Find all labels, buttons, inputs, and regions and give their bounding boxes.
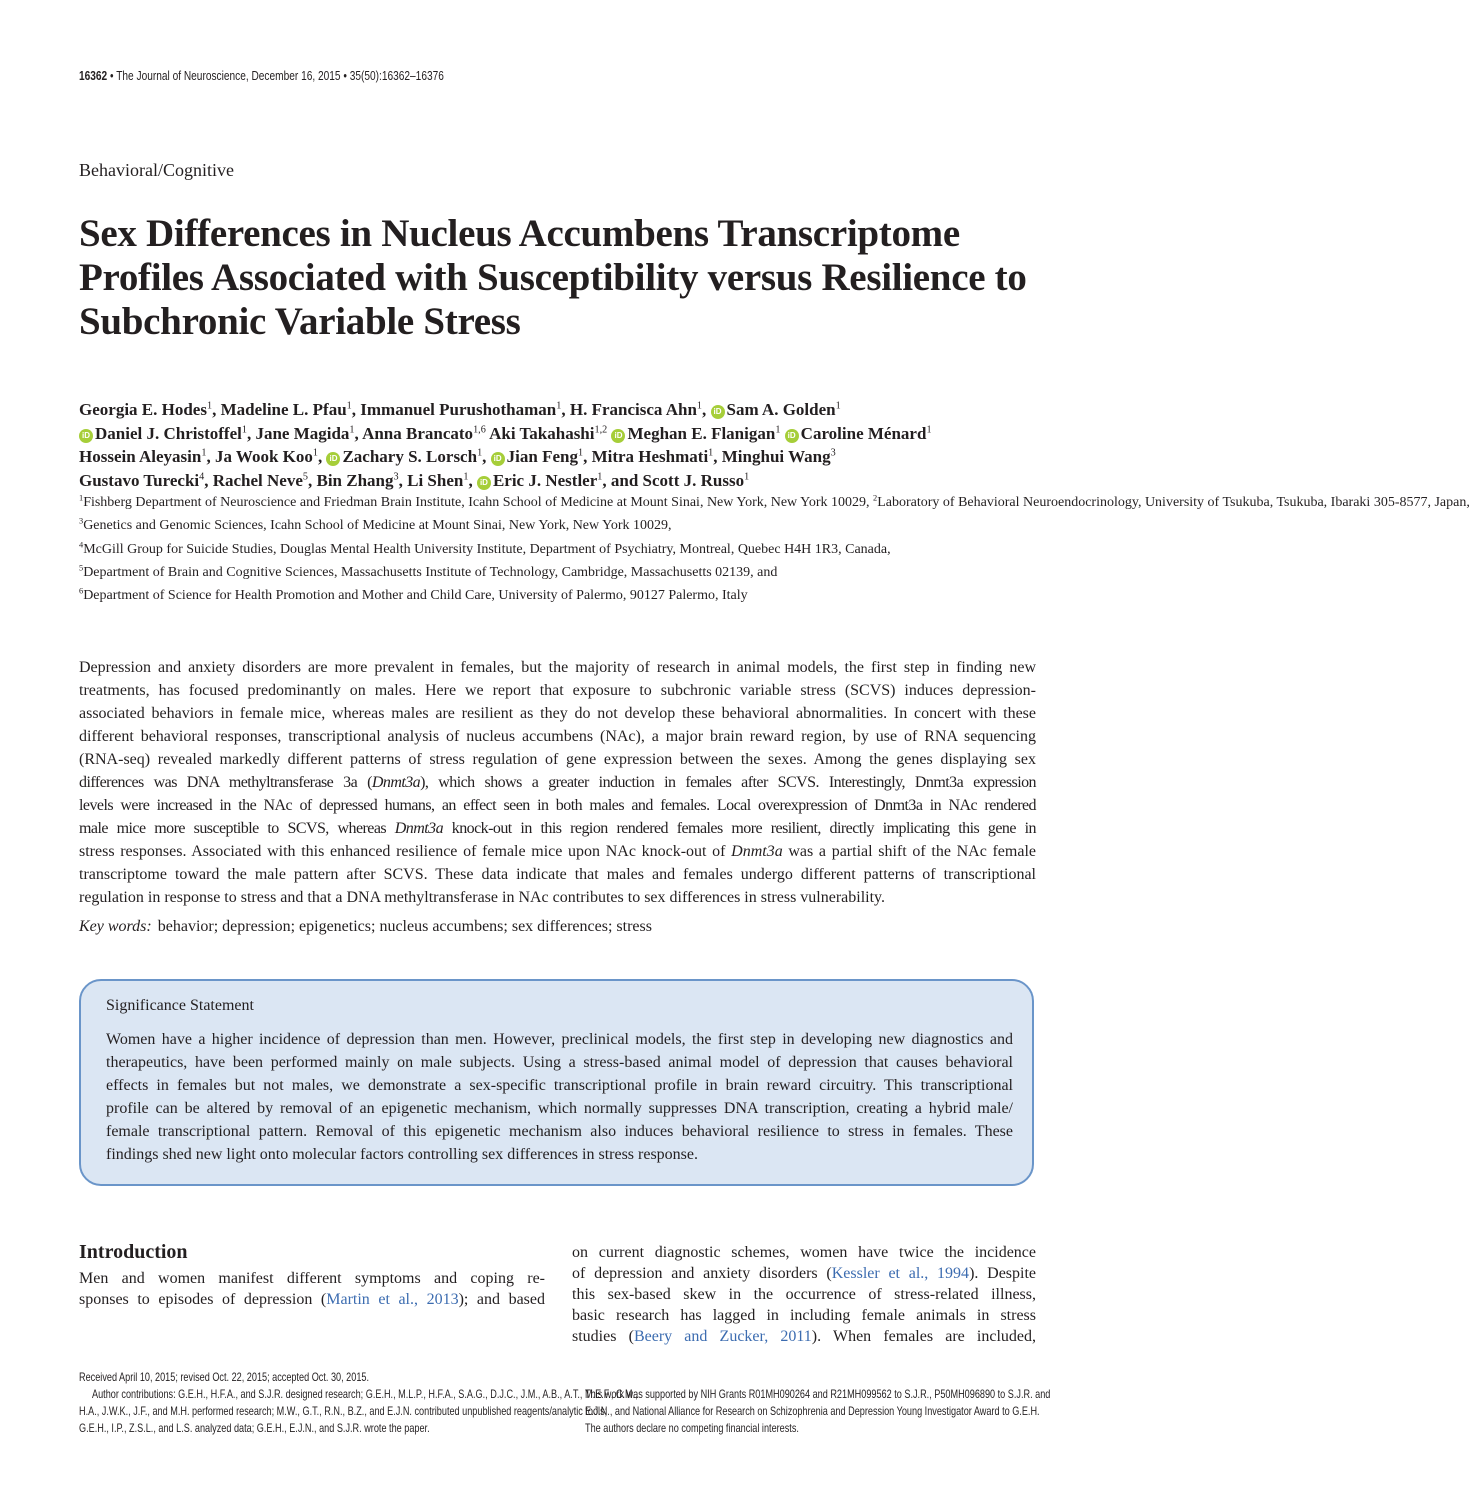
section-label: Behavioral/Cognitive	[79, 160, 234, 180]
funding-note: This work was supported by NIH Grants R01MH090264 and R21MH099562 to S.J.R., P50MH096890 to S.J.R. and E.J.N., and National Alliance for Research on Schizophrenia and Depression Young Investigator Award to G.E.H. The authors declare no competing financial interests.	[585, 1387, 1051, 1435]
abstract-line: associated behaviors in female mice, whereas males are resilient as they do not develop these behavioral abnormalities. In concert with these	[79, 705, 1036, 722]
abstract-line: stress responses. Associated with this enhanced resilience of female mice upon NAc knock-out of Dnmt3a was a partial shift of the NAc female	[79, 843, 1036, 860]
citation-link[interactable]: Kessler et al., 1994	[831, 1265, 970, 1282]
orcid-icon[interactable]: iD	[611, 429, 625, 443]
abstract-line: transcriptome toward the male pattern after SCVS. These data indicate that males and females undergo different patterns of transcriptional	[79, 866, 1036, 883]
abstract-line: different behavioral responses, transcriptional analysis of nucleus accumbens (NAc), a major brain reward region, by use of RNA sequencing	[79, 728, 1036, 745]
body-line: basic research has lagged in including female animals in stress	[572, 1307, 1036, 1324]
author-name[interactable]: Mitra Heshmati	[591, 447, 709, 466]
affiliations	[79, 491, 1470, 607]
author-name[interactable]: Minghui Wang	[721, 447, 831, 466]
body-line: of depression and anxiety disorders (Kessler et al., 1994). Despite	[572, 1265, 1037, 1282]
significance-line: Women have a higher incidence of depression than men. However, preclinical models, the first step in developing new diagnostics and	[106, 1031, 1013, 1048]
author-name[interactable]: Caroline Ménard	[800, 423, 927, 443]
author-name[interactable]: Jane Magida	[255, 423, 350, 443]
affiliation: Laboratory of Behavioral Neuroendocrinology, University of Tsukuba, Tsukuba, Ibaraki 305-8577, Japan,	[877, 495, 1470, 510]
significance-heading: Significance Statement	[106, 997, 254, 1014]
abstract-line: (RNA-seq) revealed markedly different patterns of stress regulation of gene expression between the sexes. Among the genes displaying sex	[79, 751, 1036, 768]
author-name[interactable]: H. Francisca Ahn	[569, 400, 697, 419]
gene-name: Dnmt3a	[371, 774, 421, 791]
affiliation: McGill Group for Suicide Studies, Douglas Mental Health University Institute, Department of Psychiatry, Montreal, Quebec H4H 1R3, Canada,	[83, 541, 891, 557]
author-name[interactable]: Zachary S. Lorsch	[342, 447, 478, 466]
author-name[interactable]: Eric J. Nestler	[492, 470, 598, 490]
author-name[interactable]: Immanuel Purushothaman	[360, 400, 557, 419]
orcid-icon[interactable]: iD	[491, 452, 505, 466]
title-line: Sex Differences in Nucleus Accumbens Transcriptome	[79, 212, 960, 255]
significance-line: effects in females but not males, we demonstrate a sex-specific transcriptional profile in brain reward circuitry. This transcriptional	[106, 1077, 1013, 1094]
affiliation-line: $^4$McGill Group for Suicide Studies, Douglas Mental Health University Institute, Department of Psychiatry, Montreal, Quebec H4H 1R3, Canada,	[79, 539, 891, 557]
gene-name: Dnmt3a	[731, 843, 783, 860]
abstract-line: regulation in response to stress and that a DNA methyltransferase in NAc contributes to sex differences in stress vulnerability.	[79, 889, 886, 906]
affiliation: Fishberg Department of Neuroscience and Friedman Brain Institute, Icahn School of Medicine at Mount Sinai, New York, New York 10029,	[83, 495, 870, 510]
author-name[interactable]: Rachel Neve	[212, 470, 303, 490]
significance-line: profile can be altered by removal of an epigenetic mechanism, which normally suppresses DNA transcription, creating a hybrid male/	[106, 1100, 1013, 1117]
affiliation: Department of Brain and Cognitive Sciences, Massachusetts Institute of Technology, Cambridge, Massachusetts 02139, and	[83, 564, 778, 580]
body-line: this sex-based skew in the occurrence of stress-related illness,	[572, 1286, 1036, 1303]
author-line: Gustavo Turecki$^4$, Rachel Neve$^5$, Bin Zhang$^3$, Li Shen$^1$, iD Eric J. Nestler$^1$, and Scott J. Russo$^1$	[79, 470, 750, 490]
affiliation-line: $^1$Fishberg Department of Neuroscience and Friedman Brain Institute, Icahn School of Medicine at Mount Sinai, New York, New York 10029, $^2$Laboratory of Behavioral Neuroendocrinology, University of Tsukuba, Tsukuba, Ibaraki 305-8577, Japan,	[79, 493, 1470, 510]
significance-line: female transcriptional pattern. Removal of this epigenetic mechanism also induces behavioral resilience to stress in females. These	[106, 1123, 1013, 1140]
running-head	[79, 68, 547, 83]
keywords-label: Key words:	[79, 918, 152, 935]
author-name[interactable]: Meghan E. Flanigan	[627, 423, 776, 443]
received-dates: Received April 10, 2015; revised Oct. 22, 2015; accepted Oct. 30, 2015.	[79, 1370, 369, 1384]
introduction-left-column	[79, 1268, 545, 1310]
orcid-icon[interactable]: iD	[711, 405, 725, 419]
body-line: on current diagnostic schemes, women have twice the incidence	[572, 1244, 1036, 1261]
page-number: 16362	[79, 68, 108, 83]
author-name[interactable]: Madeline L. Pfau	[220, 400, 347, 419]
author-name[interactable]: Sam A. Golden	[726, 400, 836, 419]
author-name[interactable]: Daniel J. Christoffel	[95, 423, 242, 443]
author-name[interactable]: Li Shen	[407, 470, 464, 490]
body-line: studies (Beery and Zucker, 2011). When females are included,	[572, 1328, 1037, 1345]
abstract	[79, 656, 1036, 909]
affiliation-line: $^5$Department of Brain and Cognitive Sciences, Massachusetts Institute of Technology, Cambridge, Massachusetts 02139, and	[79, 563, 778, 580]
significance-body	[106, 1028, 1013, 1166]
author-name[interactable]: Hossein Aleyasin	[79, 447, 202, 466]
affiliation-line: $^6$Department of Science for Health Promotion and Mother and Child Care, University of Palermo, 90127 Palermo, Italy	[79, 586, 748, 604]
significance-line: findings shed new light onto molecular factors controlling sex differences in stress response.	[106, 1146, 699, 1163]
keywords	[79, 918, 652, 936]
orcid-icon[interactable]: iD	[326, 452, 340, 466]
author-name[interactable]: Jian Feng	[506, 447, 578, 466]
author-list	[79, 398, 1059, 492]
orcid-icon[interactable]: iD	[477, 476, 491, 490]
introduction-heading: Introduction	[79, 1241, 188, 1263]
abstract-line: Depression and anxiety disorders are more prevalent in females, but the majority of research in animal models, the first step in finding new	[79, 659, 1036, 676]
abstract-line: treatments, has focused predominantly on males. Here we report that exposure to subchronic variable stress (SCVS) induces depression-	[79, 682, 1036, 699]
orcid-icon[interactable]: iD	[785, 429, 799, 443]
citation-link[interactable]: Beery and Zucker, 2011	[633, 1328, 812, 1345]
affiliation: Genetics and Genomic Sciences, Icahn School of Medicine at Mount Sinai, New York, New York 10029,	[83, 518, 672, 534]
author-name[interactable]: Aki Takahashi	[489, 423, 595, 443]
abstract-line: male mice more susceptible to SCVS, whereas Dnmt3a knock-out in this region rendered females more resilient, directly implicating this gene in	[79, 820, 1036, 837]
introduction-right-column	[572, 1242, 1036, 1347]
keywords-text: behavior; depression; epigenetics; nucleus accumbens; sex differences; stress	[157, 918, 652, 935]
significance-line: therapeutics, have been performed mainly on male subjects. Using a stress-based animal model of depression that causes behavioral	[106, 1054, 1013, 1071]
article-title	[79, 212, 1069, 344]
journal-citation: • The Journal of Neuroscience, December 16, 2015 • 35(50):16362–16376	[107, 68, 444, 83]
author-name[interactable]: Anna Brancato	[362, 423, 474, 443]
orcid-icon[interactable]: iD	[79, 429, 93, 443]
affiliation-line: $^3$Genetics and Genomic Sciences, Icahn School of Medicine at Mount Sinai, New York, New York 10029,	[79, 516, 672, 534]
body-line: Men and women manifest different symptoms and coping re-	[79, 1270, 545, 1287]
author-name[interactable]: Bin Zhang	[316, 470, 394, 490]
title-line: Profiles Associated with Susceptibility versus Resilience to	[79, 256, 1027, 299]
gene-name: Dnmt3a	[394, 820, 444, 837]
body-line: sponses to episodes of depression (Martin et al., 2013); and based	[79, 1291, 545, 1308]
significance-statement-box	[79, 979, 1034, 1186]
author-line: Georgia E. Hodes$^1$, Madeline L. Pfau$^1$, Immanuel Purushothaman$^1$, H. Francisca Ahn$^1$, iD Sam A. Golden$^1$	[79, 400, 841, 419]
citation-link[interactable]: Martin et al., 2013	[326, 1291, 459, 1308]
author-line: Hossein Aleyasin$^1$, Ja Wook Koo$^1$, iD Zachary S. Lorsch$^1$, iD Jian Feng$^1$, Mitra Heshmati$^1$, Minghui Wang$^3$	[79, 447, 836, 466]
author-contributions: Author contributions: G.E.H., H.F.A., and S.J.R. designed research; G.E.H., M.L.P., H.F.A., S.A.G., D.J.C., J.M., A.B., A.T., M.E.F., C.M., H.A., J.W.K., J.F., and M.H. performed research; M.W., G.T., R.N., B.Z., and E.J.N. contributed unpublished reagents/analytic tools; G.E.H., I.P., Z.S.L., and L.S. analyzed data; G.E.H., E.J.N., and S.J.R. wrote the paper.	[79, 1387, 638, 1435]
author-line: iD Daniel J. Christoffel$^1$, Jane Magida$^1$, Anna Brancato$^{1,6}$ Aki Takahashi$^{1,2}$ iD Meghan E. Flanigan$^1$ iD Caroline Ménard$^1$	[79, 422, 1059, 446]
author-name[interactable]: Gustavo Turecki	[79, 470, 200, 490]
author-name[interactable]: Scott J. Russo	[642, 470, 745, 490]
abstract-line: levels were increased in the NAc of depressed humans, an effect seen in both males and females. Local overexpression of Dnmt3a in NAc rendered	[79, 797, 1036, 814]
affiliation: Department of Science for Health Promotion and Mother and Child Care, University of Palermo, 90127 Palermo, Italy	[83, 588, 748, 604]
author-name[interactable]: Georgia E. Hodes	[79, 400, 207, 419]
author-name[interactable]: Ja Wook Koo	[214, 447, 313, 466]
title-line: Subchronic Variable Stress	[79, 300, 521, 343]
abstract-line: differences was DNA methyltransferase 3a (Dnmt3a), which shows a greater induction in females after SCVS. Interestingly, Dnmt3a expression	[79, 774, 1036, 791]
